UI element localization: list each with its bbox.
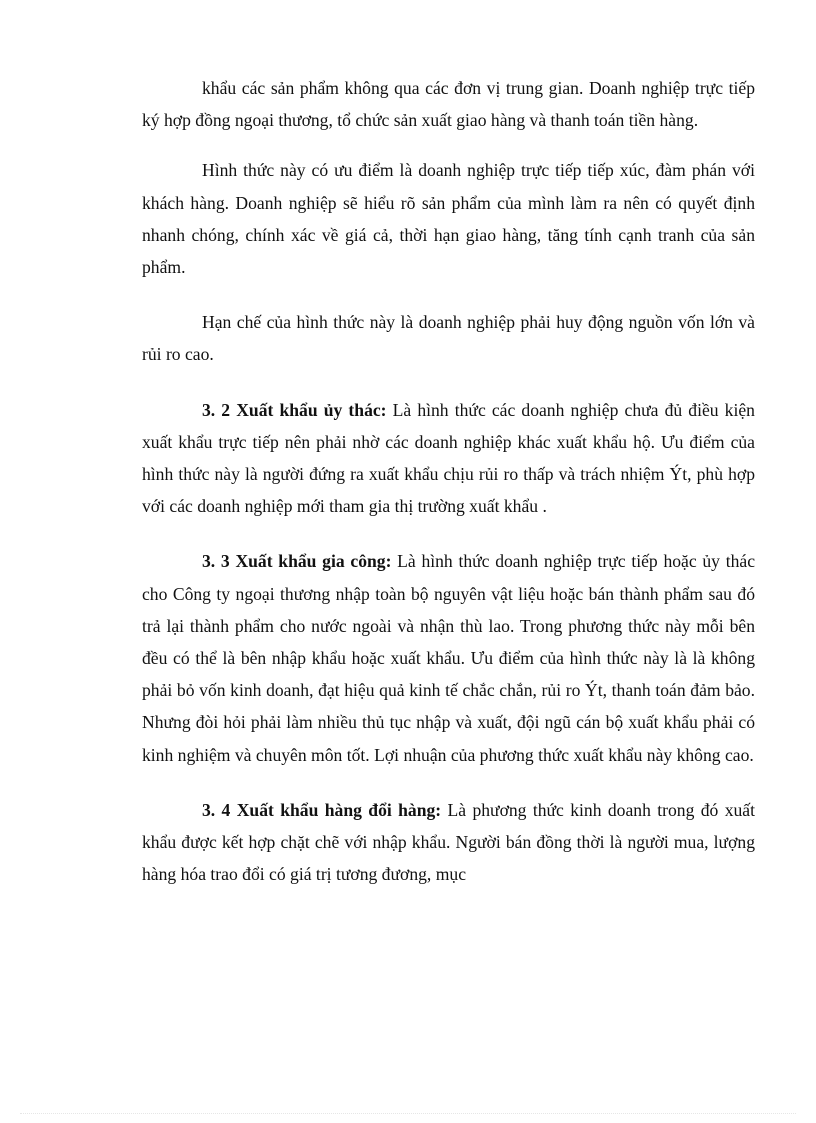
paragraph-text: Là hình thức các doanh nghiệp chưa đủ điều kiện xuất khẩu trực tiếp nên phải nhờ các doanh nghiệp khác xuất khẩu hộ. Ưu điểm của hình thức này là người đứng ra xuất khẩu chịu rủi ro thấp và trách nhiệm Ýt, phù hợp với các doanh nghiệp mới tham gia thị trường xuất khẩu . bbox=[142, 399, 755, 517]
paragraph-processing-export bbox=[142, 545, 755, 770]
section-heading: 3. 2 Xuất khẩu ủy thác: bbox=[202, 399, 387, 420]
paragraph-entrusted-export bbox=[142, 394, 755, 523]
page-bottom-divider bbox=[20, 1113, 796, 1114]
paragraph-text: Là phương thức kinh doanh trong đó xuất khẩu được kết hợp chặt chẽ với nhập khẩu. Người bán đồng thời là người mua, lượng hàng hóa trao đổi có giá trị tương đương, mục bbox=[142, 799, 755, 885]
paragraph-barter-export bbox=[142, 794, 755, 891]
document-page bbox=[142, 72, 755, 913]
paragraph-direct-export-end bbox=[142, 72, 755, 136]
paragraph-text: Là hình thức doanh nghiệp trực tiếp hoặc ủy thác cho Công ty ngoại thương nhập toàn bộ nguyên vật liệu hoặc bán thành phẩm sau đó trả lại thành phẩm cho nước ngoài và nhận thù lao. Trong phương thức này mỗi bên đều có thể là bên nhập khẩu hoặc xuất khẩu. Ưu điểm của hình thức này là là không phải bỏ vốn kinh doanh, đạt hiệu quả kinh tế chắc chắn, rủi ro Ýt, thanh toán đảm bảo. Nhưng đòi hỏi phải làm nhiều thủ tục nhập và xuất, đội ngũ cán bộ xuất khẩu phải có kinh nghiệm và chuyên môn tốt. Lợi nhuận của phương thức xuất khẩu này không cao. bbox=[142, 551, 755, 765]
paragraph-direct-export-advantages bbox=[142, 154, 755, 283]
paragraph-text: Hình thức này có ưu điểm là doanh nghiệp trực tiếp tiếp xúc, đàm phán với khách hàng. Doanh nghiệp sẽ hiểu rõ sản phẩm của mình làm ra nên có quyết định nhanh chóng, chính xác về giá cả, thời hạn giao hàng, tăng tính cạnh tranh của sản phẩm. bbox=[142, 160, 755, 278]
paragraph-direct-export-limitations bbox=[142, 306, 755, 370]
paragraph-text: khẩu các sản phẩm không qua các đơn vị trung gian. Doanh nghiệp trực tiếp ký hợp đồng ngoại thương, tổ chức sản xuất giao hàng và thanh toán tiền hàng. bbox=[142, 78, 755, 131]
section-heading: 3. 4 Xuất khẩu hàng đổi hàng: bbox=[202, 799, 442, 820]
paragraph-text: Hạn chế của hình thức này là doanh nghiệp phải huy động nguồn vốn lớn và rủi ro cao. bbox=[142, 312, 755, 365]
section-heading: 3. 3 Xuất khẩu gia công: bbox=[202, 551, 392, 572]
